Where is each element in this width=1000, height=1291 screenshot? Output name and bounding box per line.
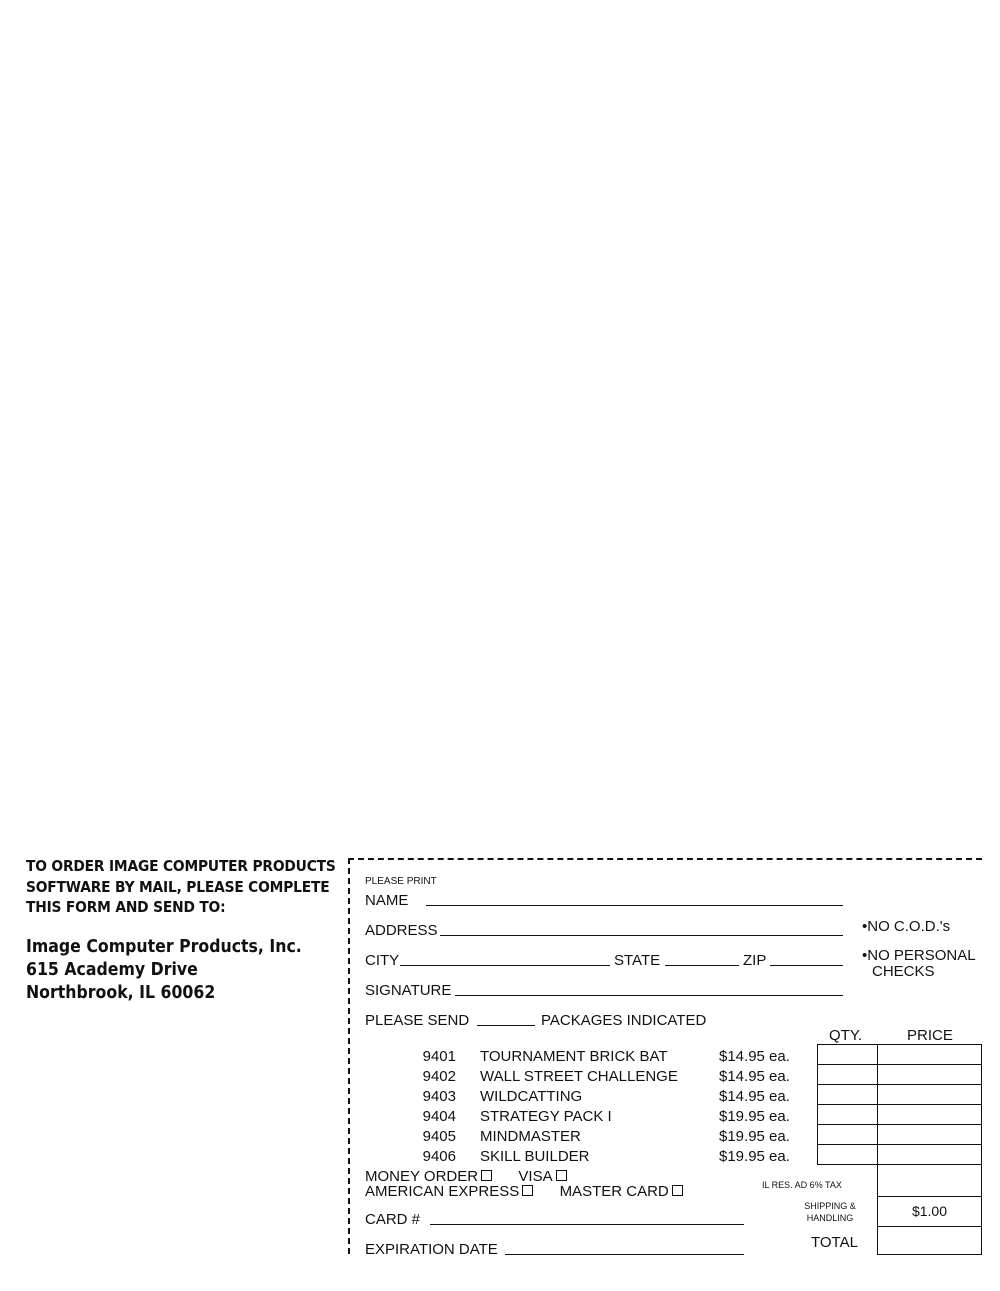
tax-label: IL RES. AD 6% TAX [762,1180,842,1190]
master-card-checkbox[interactable] [672,1185,683,1196]
american-express-checkbox[interactable] [522,1185,533,1196]
product-name: TOURNAMENT BRICK BAT [480,1048,668,1065]
no-cod-note: •NO C.O.D.'s [862,918,951,935]
qty-cell[interactable] [818,1065,877,1085]
shipping-label: SHIPPING & [804,1201,856,1211]
product-name: WALL STREET CHALLENGE [480,1068,678,1085]
product-code: 9401 [422,1048,456,1065]
tax-cell[interactable] [878,1165,981,1197]
heading-line: SOFTWARE BY MAIL, PLEASE COMPLETE [26,877,330,896]
product-code: 9402 [422,1068,456,1085]
package-count-field[interactable] [477,1025,535,1026]
please-print-label: PLEASE PRINT [365,876,437,887]
zip-label: ZIP [743,952,767,969]
product-code: 9406 [422,1148,456,1165]
city-field[interactable] [400,965,610,966]
expiration-date-field[interactable] [505,1254,744,1255]
product-price: $19.95 ea. [719,1108,790,1125]
signature-label: SIGNATURE [365,982,452,999]
price-cell[interactable] [878,1125,981,1145]
signature-field[interactable] [455,995,843,996]
american-express-label: AMERICAN EXPRESS [365,1183,520,1200]
zip-field[interactable] [770,965,843,966]
expiration-date-label: EXPIRATION DATE [365,1241,498,1258]
price-column-header: PRICE [907,1027,953,1044]
address-field[interactable] [440,935,843,936]
product-price: $19.95 ea. [719,1128,790,1145]
product-name: MINDMASTER [480,1128,581,1145]
cut-line-left [348,858,350,1254]
name-field[interactable] [426,905,843,906]
product-code: 9403 [422,1088,456,1105]
money-order-label: MONEY ORDER [365,1168,479,1185]
product-price: $14.95 ea. [719,1088,790,1105]
shipping-label-cont: HANDLING [806,1213,854,1223]
product-price: $19.95 ea. [719,1148,790,1165]
mailing-address [26,936,314,1005]
state-label: STATE [614,952,661,969]
cut-line-top [348,858,982,860]
qty-cell[interactable] [818,1105,877,1125]
state-field[interactable] [665,965,739,966]
master-card-label: MASTER CARD [559,1183,669,1200]
address-label: ADDRESS [365,922,438,939]
address-line: Image Computer Products, Inc. [26,937,302,957]
price-cell[interactable] [878,1145,981,1165]
packages-indicated-label: PACKAGES INDICATED [541,1012,707,1029]
address-line: Northbrook, IL 60062 [26,983,216,1003]
product-name: WILDCATTING [480,1088,583,1105]
address-line: 615 Academy Drive [26,960,198,980]
product-price: $14.95 ea. [719,1068,790,1085]
no-checks-note-cont: CHECKS [872,963,935,980]
visa-label: VISA [518,1168,553,1185]
qty-cell[interactable] [818,1085,877,1105]
qty-column-header: QTY. [829,1027,863,1044]
heading-line: TO ORDER IMAGE COMPUTER PRODUCTS [26,857,336,875]
name-label: NAME [365,892,409,909]
city-label: CITY [365,952,400,969]
total-label: TOTAL [811,1234,858,1251]
product-code: 9404 [422,1108,456,1125]
payment-row-2 [365,1183,683,1200]
price-cell[interactable] [878,1105,981,1125]
product-name: SKILL BUILDER [480,1148,590,1165]
heading-line: THIS FORM AND SEND TO: [26,898,226,916]
product-name: STRATEGY PACK I [480,1108,612,1125]
product-code: 9405 [422,1128,456,1145]
please-send-label: PLEASE SEND [365,1012,470,1029]
price-column-box [877,1044,982,1255]
money-order-checkbox[interactable] [481,1170,492,1181]
qty-cell[interactable] [818,1125,877,1145]
card-number-field[interactable] [430,1224,744,1225]
qty-cell[interactable] [818,1045,877,1065]
no-checks-note: •NO PERSONAL [862,947,976,964]
product-price: $14.95 ea. [719,1048,790,1065]
card-number-label: CARD # [365,1211,421,1228]
qty-column-box [817,1044,878,1165]
price-cell[interactable] [878,1085,981,1105]
shipping-value: $1.00 [911,1203,948,1219]
mail-instructions-heading [26,856,336,918]
price-cell[interactable] [878,1065,981,1085]
visa-checkbox[interactable] [556,1170,567,1181]
price-cell[interactable] [878,1045,981,1065]
